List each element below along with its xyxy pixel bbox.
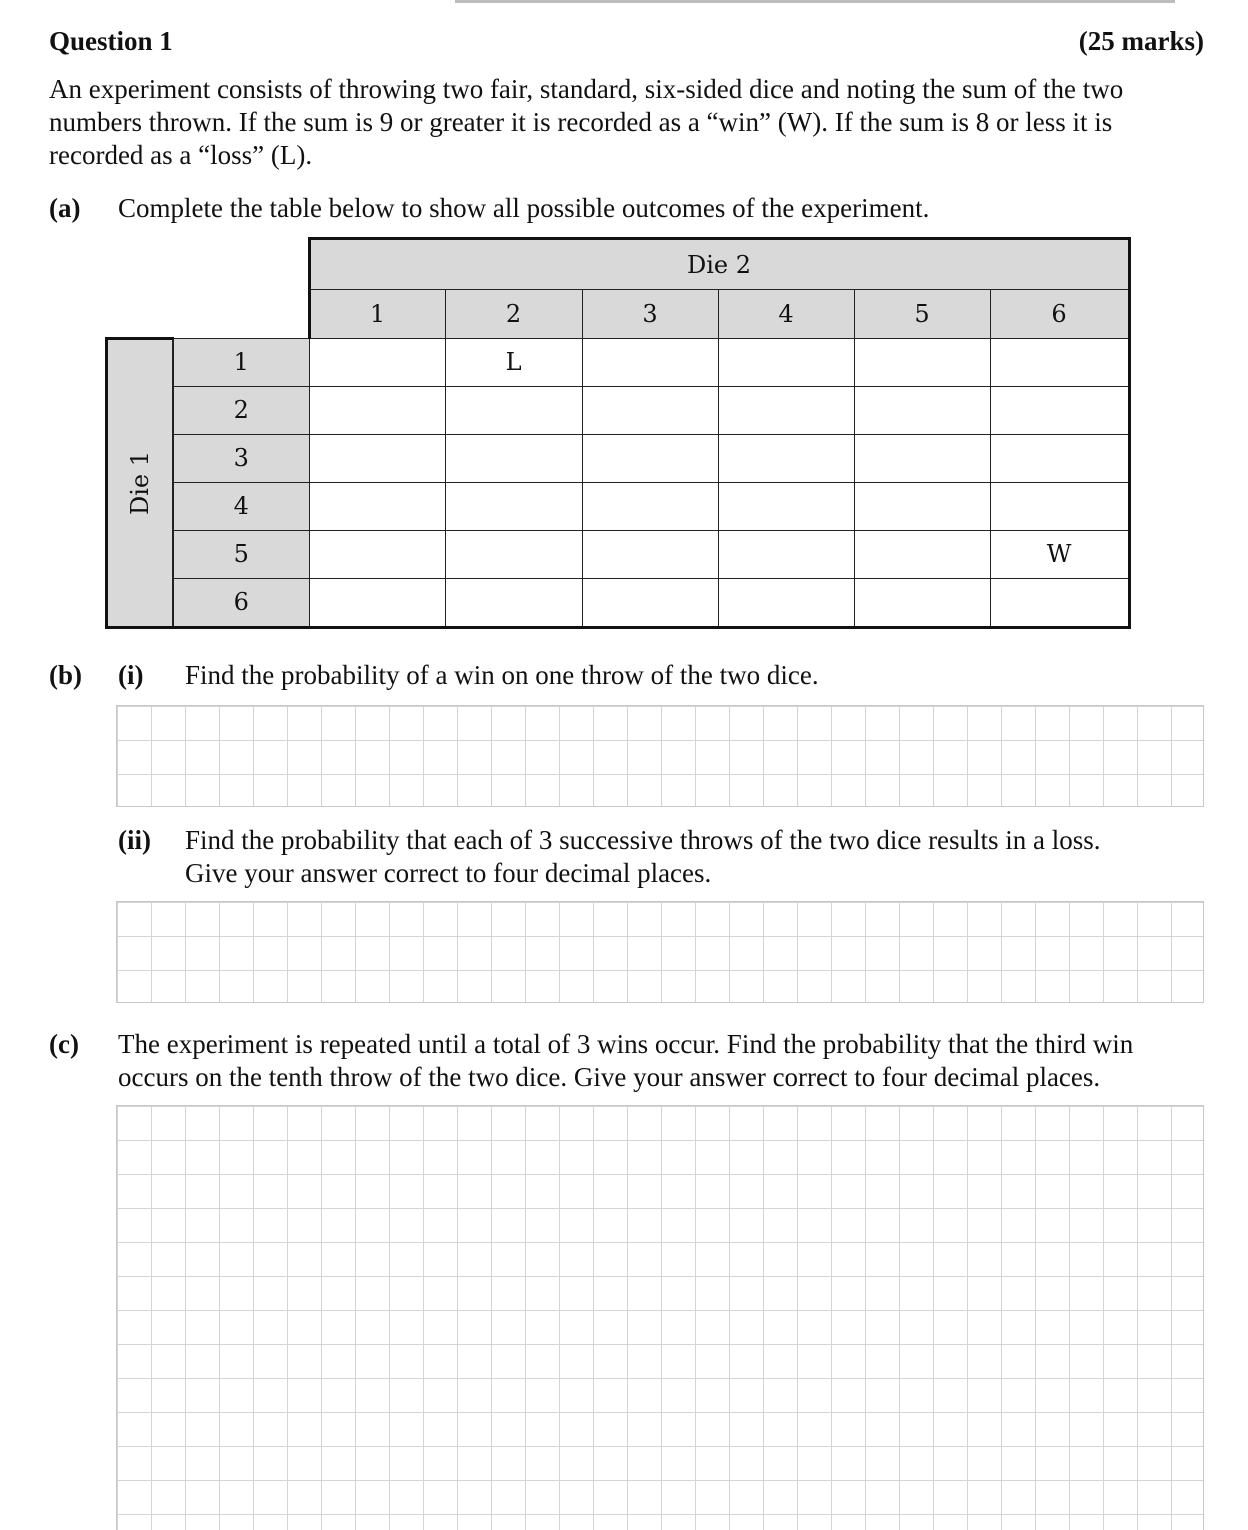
outcome-cell[interactable] — [445, 386, 582, 434]
intro-line: recorded as a “loss” (L). — [49, 140, 313, 170]
page-top-edge — [455, 0, 1175, 3]
outcome-cell[interactable] — [718, 530, 854, 578]
outcome-cell[interactable] — [445, 434, 582, 482]
row-header: 6 — [173, 578, 309, 627]
outcome-cell[interactable] — [582, 338, 718, 386]
outcome-cell[interactable] — [990, 434, 1129, 482]
row-header: 4 — [173, 482, 309, 530]
outcome-cell[interactable] — [445, 578, 582, 627]
outcome-cell[interactable] — [718, 578, 854, 627]
row-header: 1 — [173, 338, 309, 386]
col-header: 3 — [582, 290, 718, 339]
row-header: 3 — [173, 434, 309, 482]
col-header: 5 — [854, 290, 990, 339]
col-header: 6 — [990, 290, 1129, 339]
outcome-cell[interactable] — [990, 482, 1129, 530]
part-b-ii-line: Give your answer correct to four decimal places. — [185, 858, 712, 888]
col-header: 4 — [718, 290, 854, 339]
col-header: 2 — [445, 290, 582, 339]
col-header: 1 — [309, 290, 445, 339]
outcome-cell[interactable] — [309, 338, 445, 386]
outcome-cell[interactable] — [854, 578, 990, 627]
part-b-ii-line: Find the probability that each of 3 successive throws of the two dice results in a loss. — [185, 825, 1101, 855]
outcome-cell[interactable] — [582, 530, 718, 578]
outcome-cell[interactable] — [854, 482, 990, 530]
outcome-cell[interactable] — [718, 434, 854, 482]
intro-line: An experiment consists of throwing two fair, standard, six-sided dice and noting the sum of the two — [49, 74, 1124, 104]
outcome-cell[interactable] — [445, 482, 582, 530]
question-intro — [49, 73, 1209, 172]
outcome-cell[interactable] — [718, 482, 854, 530]
outcome-cell[interactable] — [854, 530, 990, 578]
outcome-table — [105, 237, 1131, 629]
die-2-header: Die 2 — [309, 239, 1129, 290]
outcome-cell[interactable] — [582, 434, 718, 482]
part-b-label: (b) — [49, 660, 82, 690]
outcome-cell[interactable] — [309, 578, 445, 627]
outcome-cell[interactable]: L — [445, 338, 582, 386]
outcome-cell[interactable] — [309, 530, 445, 578]
outcome-cell[interactable] — [718, 338, 854, 386]
outcome-cell[interactable] — [990, 386, 1129, 434]
outcome-cell[interactable] — [990, 338, 1129, 386]
outcome-cell[interactable] — [582, 386, 718, 434]
outcome-cell[interactable] — [582, 482, 718, 530]
answer-grid-b-i[interactable] — [116, 705, 1204, 807]
part-b-ii-label: (ii) — [118, 825, 151, 855]
part-c-line: occurs on the tenth throw of the two dice. Give your answer correct to four decimal places. — [118, 1062, 1101, 1092]
outcome-cell[interactable]: W — [990, 530, 1129, 578]
question-title: Question 1 — [49, 26, 173, 56]
outcome-cell[interactable] — [309, 434, 445, 482]
answer-grid-c[interactable] — [116, 1105, 1204, 1530]
outcome-cell[interactable] — [309, 482, 445, 530]
answer-grid-b-ii[interactable] — [116, 901, 1204, 1003]
row-header: 5 — [173, 530, 309, 578]
outcome-cell[interactable] — [990, 578, 1129, 627]
outcome-cell[interactable] — [582, 578, 718, 627]
question-marks: (25 marks) — [1078, 26, 1204, 56]
part-a-text: Complete the table below to show all possible outcomes of the experiment. — [118, 193, 930, 223]
part-a-label: (a) — [49, 193, 81, 223]
part-b-ii-text — [185, 824, 1101, 890]
part-c-text — [118, 1028, 1133, 1094]
part-c-label: (c) — [49, 1029, 79, 1059]
outcome-cell[interactable] — [718, 386, 854, 434]
outcome-cell[interactable] — [309, 386, 445, 434]
row-header: 2 — [173, 386, 309, 434]
outcome-cell[interactable] — [445, 530, 582, 578]
part-c-line: The experiment is repeated until a total of 3 wins occur. Find the probability that the third win — [118, 1029, 1134, 1059]
outcome-cell[interactable] — [854, 386, 990, 434]
outcome-cell[interactable] — [854, 434, 990, 482]
die-1-header: Die 1 — [107, 338, 174, 627]
part-b-i-text: Find the probability of a win on one throw of the two dice. — [185, 660, 819, 690]
intro-line: numbers thrown. If the sum is 9 or greater it is recorded as a “win” (W). If the sum is 8 or less it is — [49, 107, 1113, 137]
part-b-i-label: (i) — [118, 660, 144, 690]
outcome-cell[interactable] — [854, 338, 990, 386]
